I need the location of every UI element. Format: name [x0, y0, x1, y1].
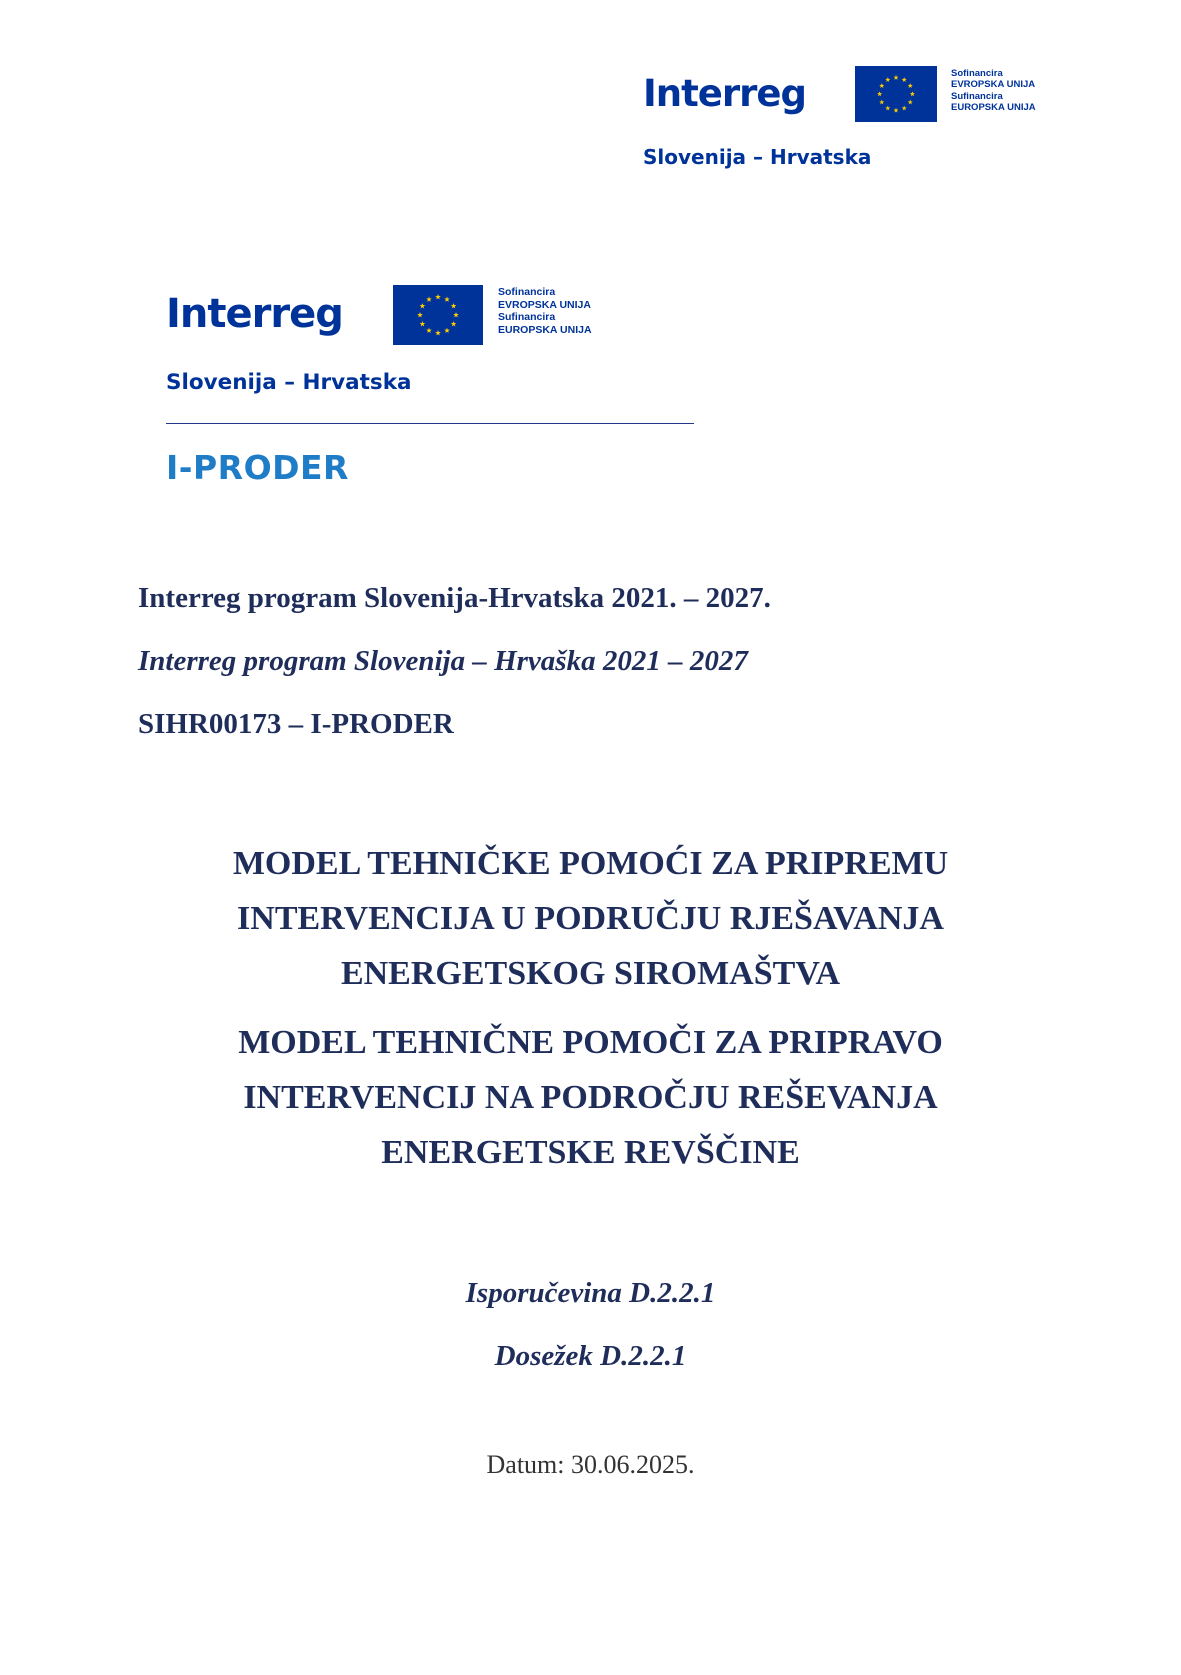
- eu-star-icon: [426, 296, 432, 301]
- cofund-line-3: Sufinancira: [498, 311, 556, 324]
- cofund-line-1: Sofinancira: [498, 286, 556, 298]
- project-interreg-logo: [166, 285, 706, 415]
- program-line-hr: Interreg program Slovenija-Hrvatska 2021. – 2027.: [138, 582, 771, 614]
- region-label: Slovenija – Hrvatska: [166, 370, 412, 395]
- cofunding-text: [951, 68, 1036, 114]
- eu-star-icon: [417, 312, 423, 317]
- eu-star-icon: [879, 99, 884, 104]
- project-name: I-PRODER: [166, 448, 349, 487]
- eu-star-icon: [893, 108, 898, 113]
- cofund-line-4: EUROPSKA UNIJA: [498, 323, 592, 336]
- eu-star-icon: [908, 99, 913, 104]
- eu-star-icon: [902, 105, 907, 110]
- header-interreg-logo: [643, 66, 1043, 176]
- eu-star-icon: [902, 77, 907, 82]
- interreg-wordmark: Interreg: [166, 291, 343, 337]
- eu-flag-icon: [393, 285, 483, 345]
- region-label: Slovenija – Hrvatska: [643, 145, 872, 169]
- cofund-line-3: Sufinancira: [951, 90, 1003, 102]
- deliverable-hr: Isporučevina D.2.2.1: [465, 1277, 716, 1309]
- eu-star-icon: [910, 91, 915, 96]
- document-date: Datum: 30.06.2025.: [486, 1450, 695, 1479]
- cofund-line-2: EVROPSKA UNIJA: [498, 298, 591, 311]
- cofund-line-2: EVROPSKA UNIJA: [951, 79, 1036, 91]
- document-title-sl: [120, 1015, 1061, 1180]
- cofunding-text: [498, 286, 592, 336]
- eu-star-icon: [885, 105, 890, 110]
- deliverable-sl: Dosežek D.2.2.1: [494, 1340, 687, 1372]
- eu-star-icon: [877, 91, 882, 96]
- interreg-wordmark: Interreg: [643, 72, 806, 115]
- cofund-line-1: Sofinancira: [951, 68, 1003, 79]
- eu-star-icon: [451, 303, 457, 308]
- title-sl-line: MODEL TEHNIČNE POMOČI ZA PRIPRAVO: [238, 1024, 943, 1061]
- eu-star-icon: [908, 83, 913, 88]
- eu-star-icon: [879, 83, 884, 88]
- cofund-line-4: EUROPSKA UNIJA: [951, 102, 1036, 114]
- eu-star-icon: [435, 330, 441, 335]
- eu-star-icon: [420, 303, 426, 308]
- eu-star-icon: [444, 296, 450, 301]
- title-hr-line: INTERVENCIJA U PODRUČJU RJEŠAVANJA: [237, 900, 944, 937]
- eu-star-icon: [451, 321, 457, 326]
- title-sl-line: INTERVENCIJ NA PODROČJU REŠEVANJA: [243, 1079, 938, 1116]
- eu-star-icon: [893, 75, 898, 80]
- program-line-sl: Interreg program Slovenija – Hrvaška 2021 – 2027: [138, 645, 748, 677]
- eu-star-icon: [435, 294, 441, 299]
- eu-flag-icon: [855, 66, 937, 122]
- eu-star-icon: [444, 328, 450, 333]
- logo-divider: [166, 423, 694, 424]
- title-hr-line: ENERGETSKOG SIROMAŠTVA: [340, 955, 841, 992]
- eu-star-icon: [426, 328, 432, 333]
- title-hr-line: MODEL TEHNIČKE POMOĆI ZA PRIPREMU: [232, 845, 949, 882]
- eu-star-icon: [420, 321, 426, 326]
- document-title-hr: [120, 836, 1061, 1001]
- project-code: SIHR00173 – I-PRODER: [138, 708, 454, 740]
- eu-star-icon: [885, 77, 890, 82]
- eu-star-icon: [453, 312, 459, 317]
- title-sl-line: ENERGETSKE REVŠČINE: [381, 1134, 800, 1171]
- eu-flag-stars: [855, 66, 937, 122]
- eu-flag-stars: [393, 285, 483, 345]
